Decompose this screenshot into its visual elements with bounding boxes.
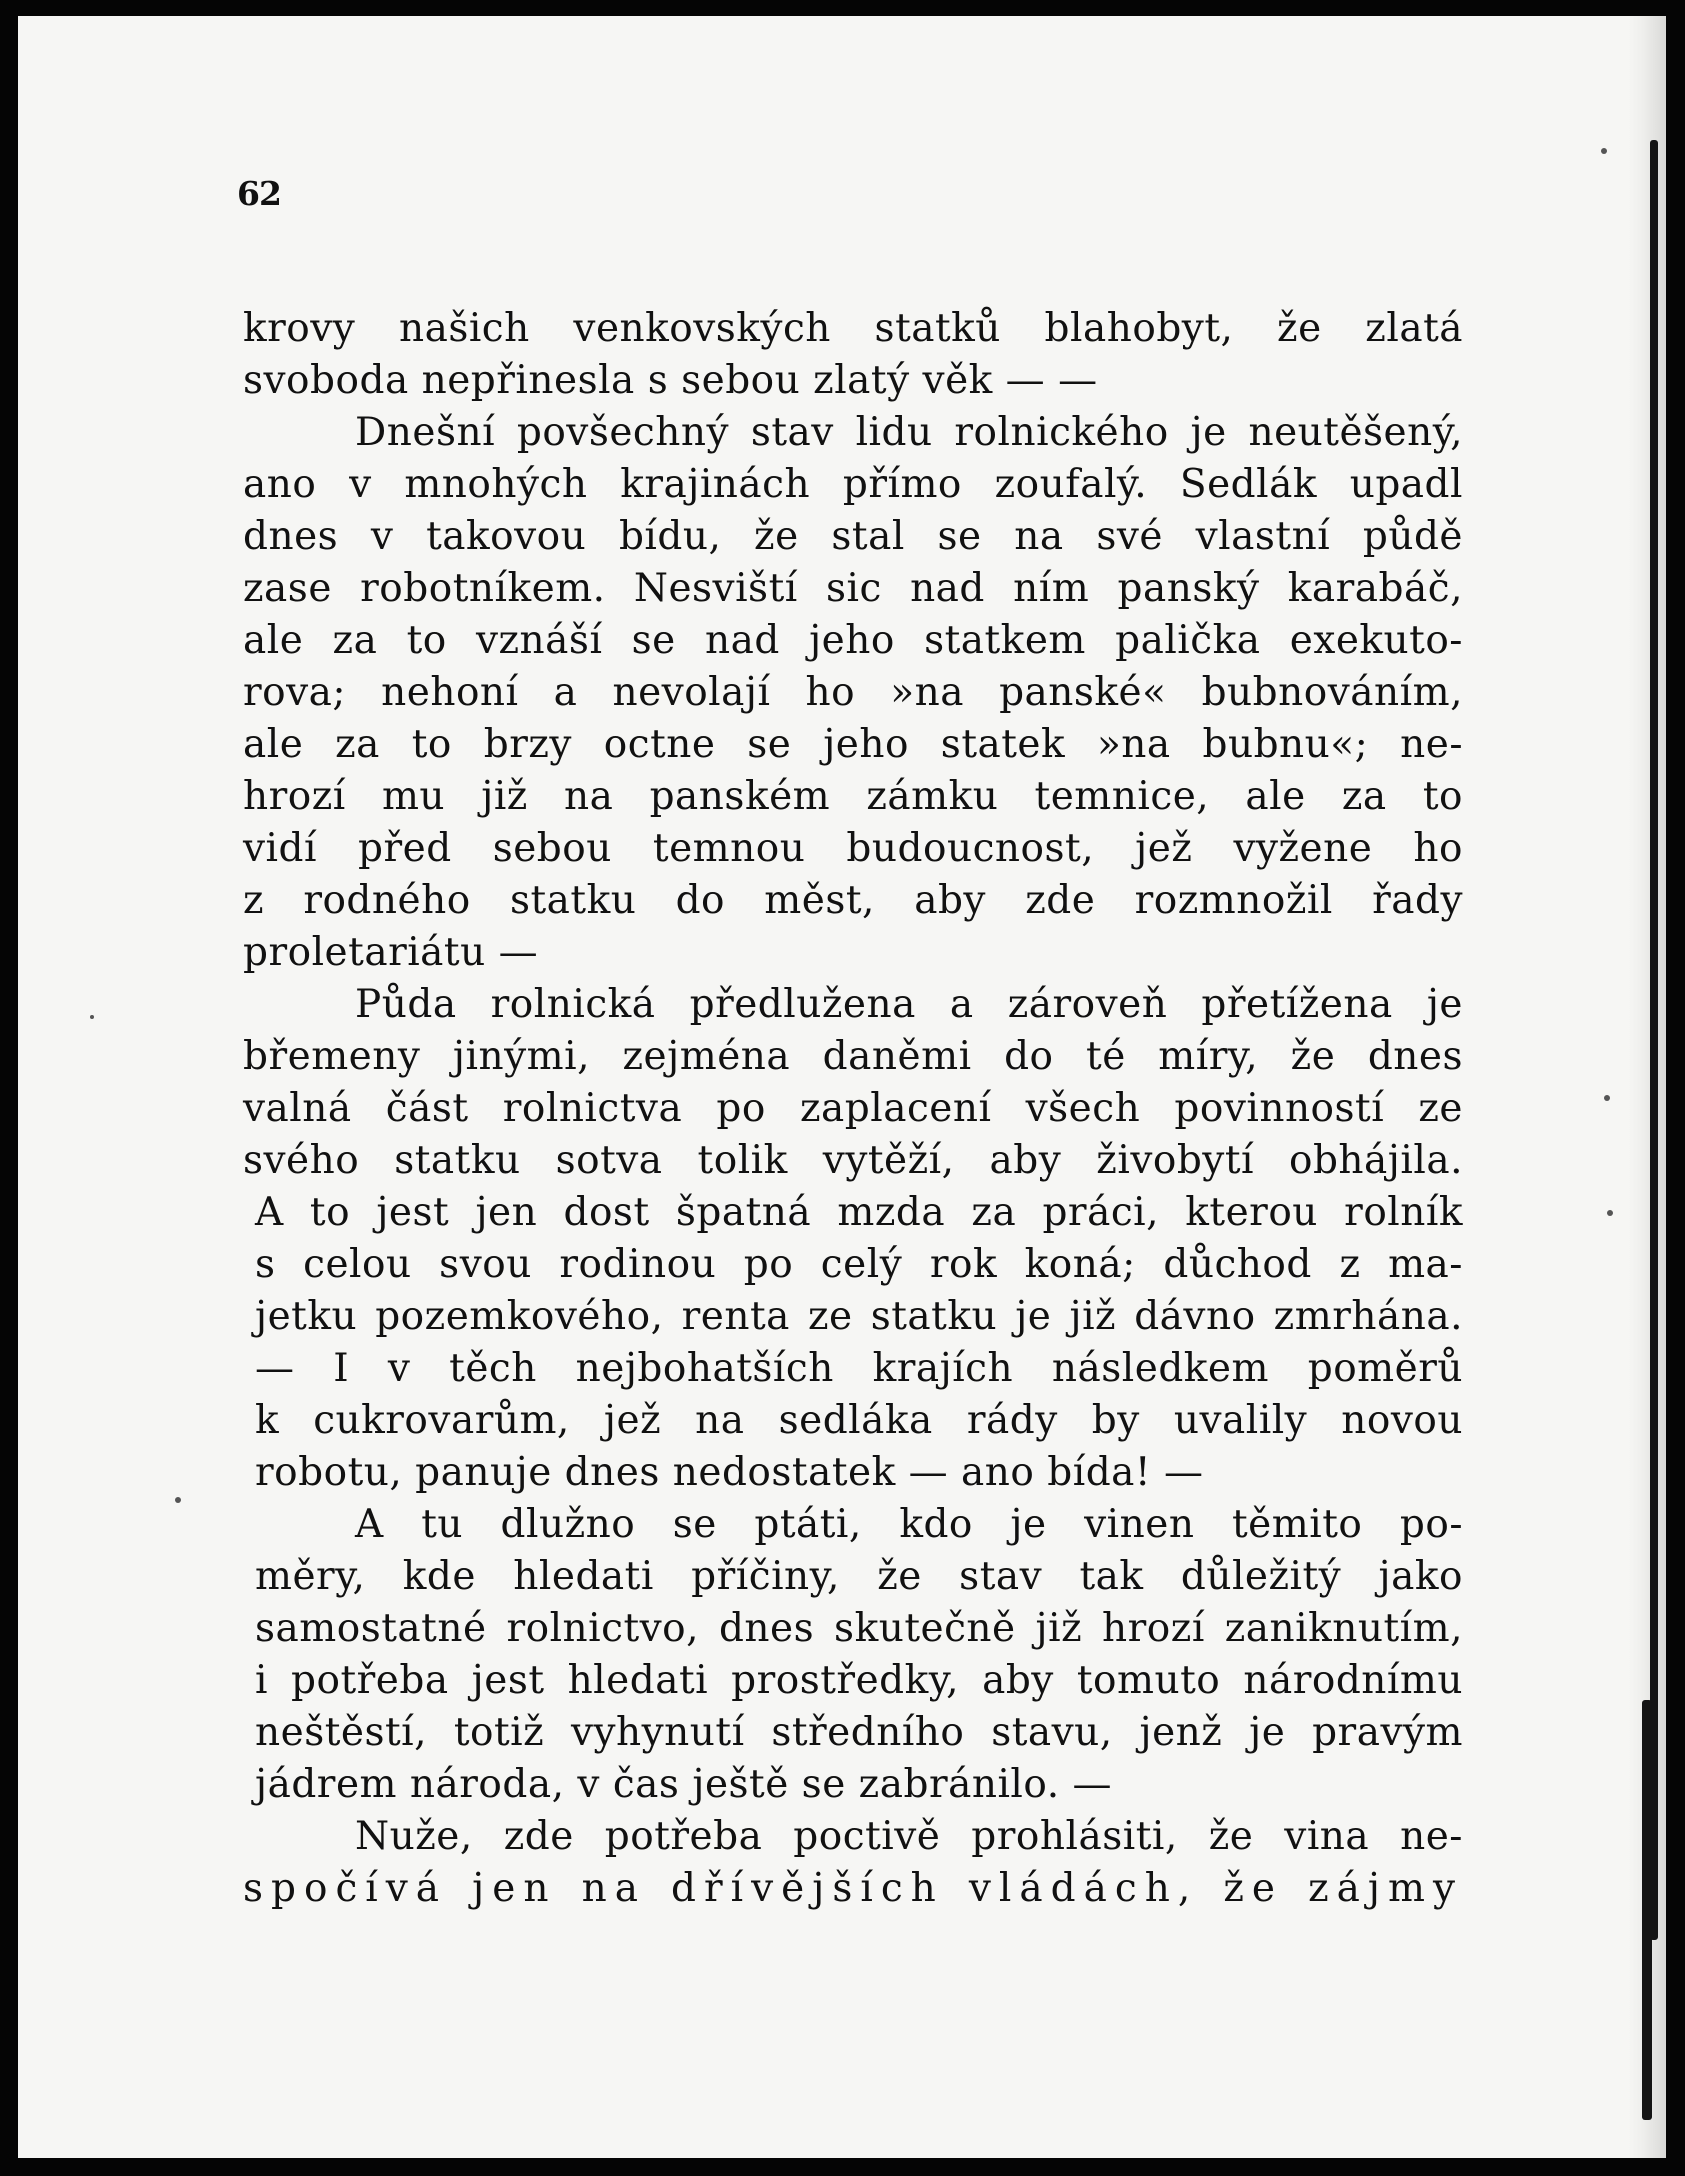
margin-speck	[1604, 1095, 1610, 1101]
text-line: ano v mnohých krajinách přímo zoufalý. Sedlák upadl	[243, 462, 1463, 507]
text-line: ale za to brzy octne se jeho statek »na bubnu«; ne-	[243, 722, 1463, 767]
text-line: jádrem národa, v čas ještě se zabránilo. —	[255, 1762, 1112, 1807]
text-line: k cukrovarům, jež na sedláka rády by uvalily novou	[255, 1398, 1463, 1443]
margin-speck	[90, 1015, 94, 1019]
text-line: Dnešní povšechný stav lidu rolnického je neutěšený,	[355, 410, 1463, 455]
text-line: A to jest jen dost špatná mzda za práci, kterou rolník	[255, 1190, 1463, 1235]
text-line: krovy našich venkovských statků blahobyt, že zlatá	[243, 306, 1463, 351]
text-line: zase robotníkem. Nesviští sic nad ním panský karabáč,	[243, 566, 1463, 611]
text-line: Půda rolnická předlužena a zároveň přetížena je	[355, 982, 1463, 1027]
text-line: hrozí mu již na panském zámku temnice, ale za to	[243, 774, 1463, 819]
margin-speck	[1607, 1210, 1613, 1216]
text-line: rova; nehoní a nevolají ho »na panské« bubnováním,	[243, 670, 1463, 715]
spine-edge-mark	[1642, 1700, 1652, 2120]
text-line: vidí před sebou temnou budoucnost, jež vyžene ho	[243, 826, 1463, 871]
margin-speck	[175, 1497, 181, 1503]
text-line: dnes v takovou bídu, že stal se na své vlastní půdě	[243, 514, 1463, 559]
text-line: svého statku sotva tolik vytěží, aby živobytí obhájila.	[243, 1138, 1463, 1183]
text-line: spočívá jen na dřívějších vládách, že zájmy	[243, 1866, 1463, 1911]
text-line: jetku pozemkového, renta ze statku je již dávno zmrhána.	[255, 1294, 1463, 1339]
text-line: valná část rolnictva po zaplacení všech povinností ze	[243, 1086, 1463, 1131]
text-line: proletariátu —	[243, 930, 539, 975]
page-number: 62	[237, 174, 281, 213]
text-line: s celou svou rodinou po celý rok koná; důchod z ma-	[255, 1242, 1463, 1287]
text-line: z rodného statku do měst, aby zde rozmnožil řady	[243, 878, 1463, 923]
text-line: samostatné rolnictvo, dnes skutečně již hrozí zaniknutím,	[255, 1606, 1463, 1651]
text-line: A tu dlužno se ptáti, kdo je vinen těmito po-	[355, 1502, 1463, 1547]
text-line: ale za to vznáší se nad jeho statkem palička exekuto-	[243, 618, 1463, 663]
text-line: Nuže, zde potřeba poctivě prohlásiti, že vina ne-	[355, 1814, 1463, 1859]
text-line: i potřeba jest hledati prostředky, aby tomuto národnímu	[255, 1658, 1463, 1703]
text-line: robotu, panuje dnes nedostatek — ano bída! —	[255, 1450, 1204, 1495]
text-line: neštěstí, totiž vyhynutí středního stavu, jenž je pravým	[255, 1710, 1463, 1755]
spine-edge-mark	[1650, 140, 1658, 1940]
text-line: — I v těch nejbohatších krajích následkem poměrů	[255, 1346, 1463, 1391]
margin-speck	[1601, 148, 1607, 154]
text-line: svoboda nepřinesla s sebou zlatý věk — —	[243, 358, 1098, 403]
text-line: břemeny jinými, zejména daněmi do té míry, že dnes	[243, 1034, 1463, 1079]
body-text	[243, 303, 1463, 1915]
text-line: měry, kde hledati příčiny, že stav tak důležitý jako	[255, 1554, 1463, 1599]
